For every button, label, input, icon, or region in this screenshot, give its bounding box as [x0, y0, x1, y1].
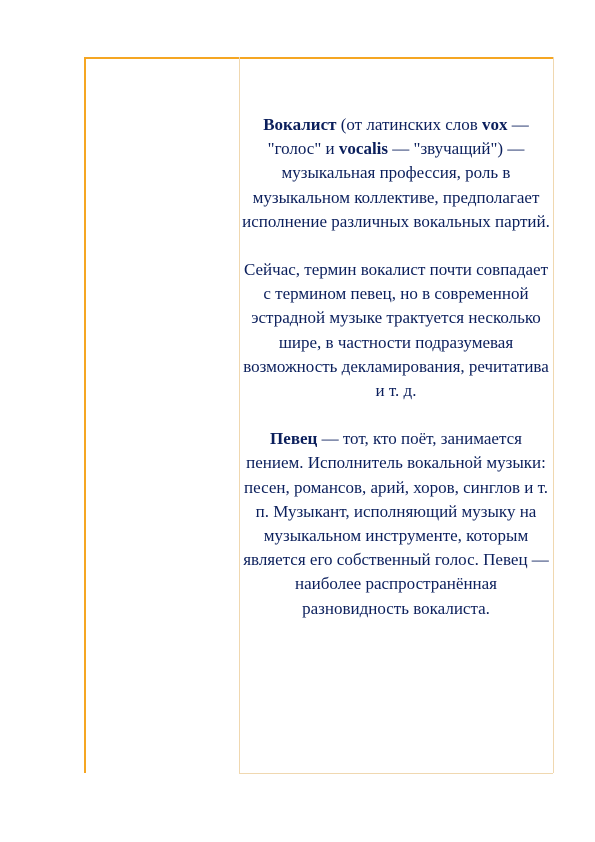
paragraph-text: (от латинских слов	[336, 115, 483, 134]
paragraph-vocalist	[242, 113, 550, 234]
frame-left-border	[84, 57, 86, 773]
frame-right-border	[553, 57, 554, 773]
term-singer: Певец	[270, 429, 318, 449]
frame-top-border	[84, 57, 554, 59]
paragraph-term-usage: Сейчас, термин вокалист почти совпадает с термином певец, но в современной эстрадной музыке трактуется несколько шире, в частности подразумевая возможность декламирования, речитатива и т. д.	[243, 260, 549, 401]
frame-bottom-border	[239, 773, 553, 774]
paragraph-singer	[242, 427, 550, 621]
term-vox: vox	[482, 115, 508, 134]
paragraph-text: — "голос" и	[267, 115, 529, 159]
column-divider	[239, 57, 240, 773]
term-vocalis: vocalis	[338, 139, 389, 159]
text-column	[242, 113, 550, 645]
paragraph-text: — "звучащий") — музыкальная профессия, роль в музыкальном коллективе, предполагает исполнение различных вокальных партий.	[242, 139, 550, 231]
term-vocalist: Вокалист	[263, 115, 337, 134]
paragraph-text: — тот, кто поёт, занимается пением. Исполнитель вокальной музыки: песен, романсов, арий, хоров, синглов и т. п. Музыкант, исполняющий музыку на музыкальном инструменте, которым является его собственный голос. Певец — наиболее распространённая разновидность вокалиста.	[243, 429, 549, 618]
